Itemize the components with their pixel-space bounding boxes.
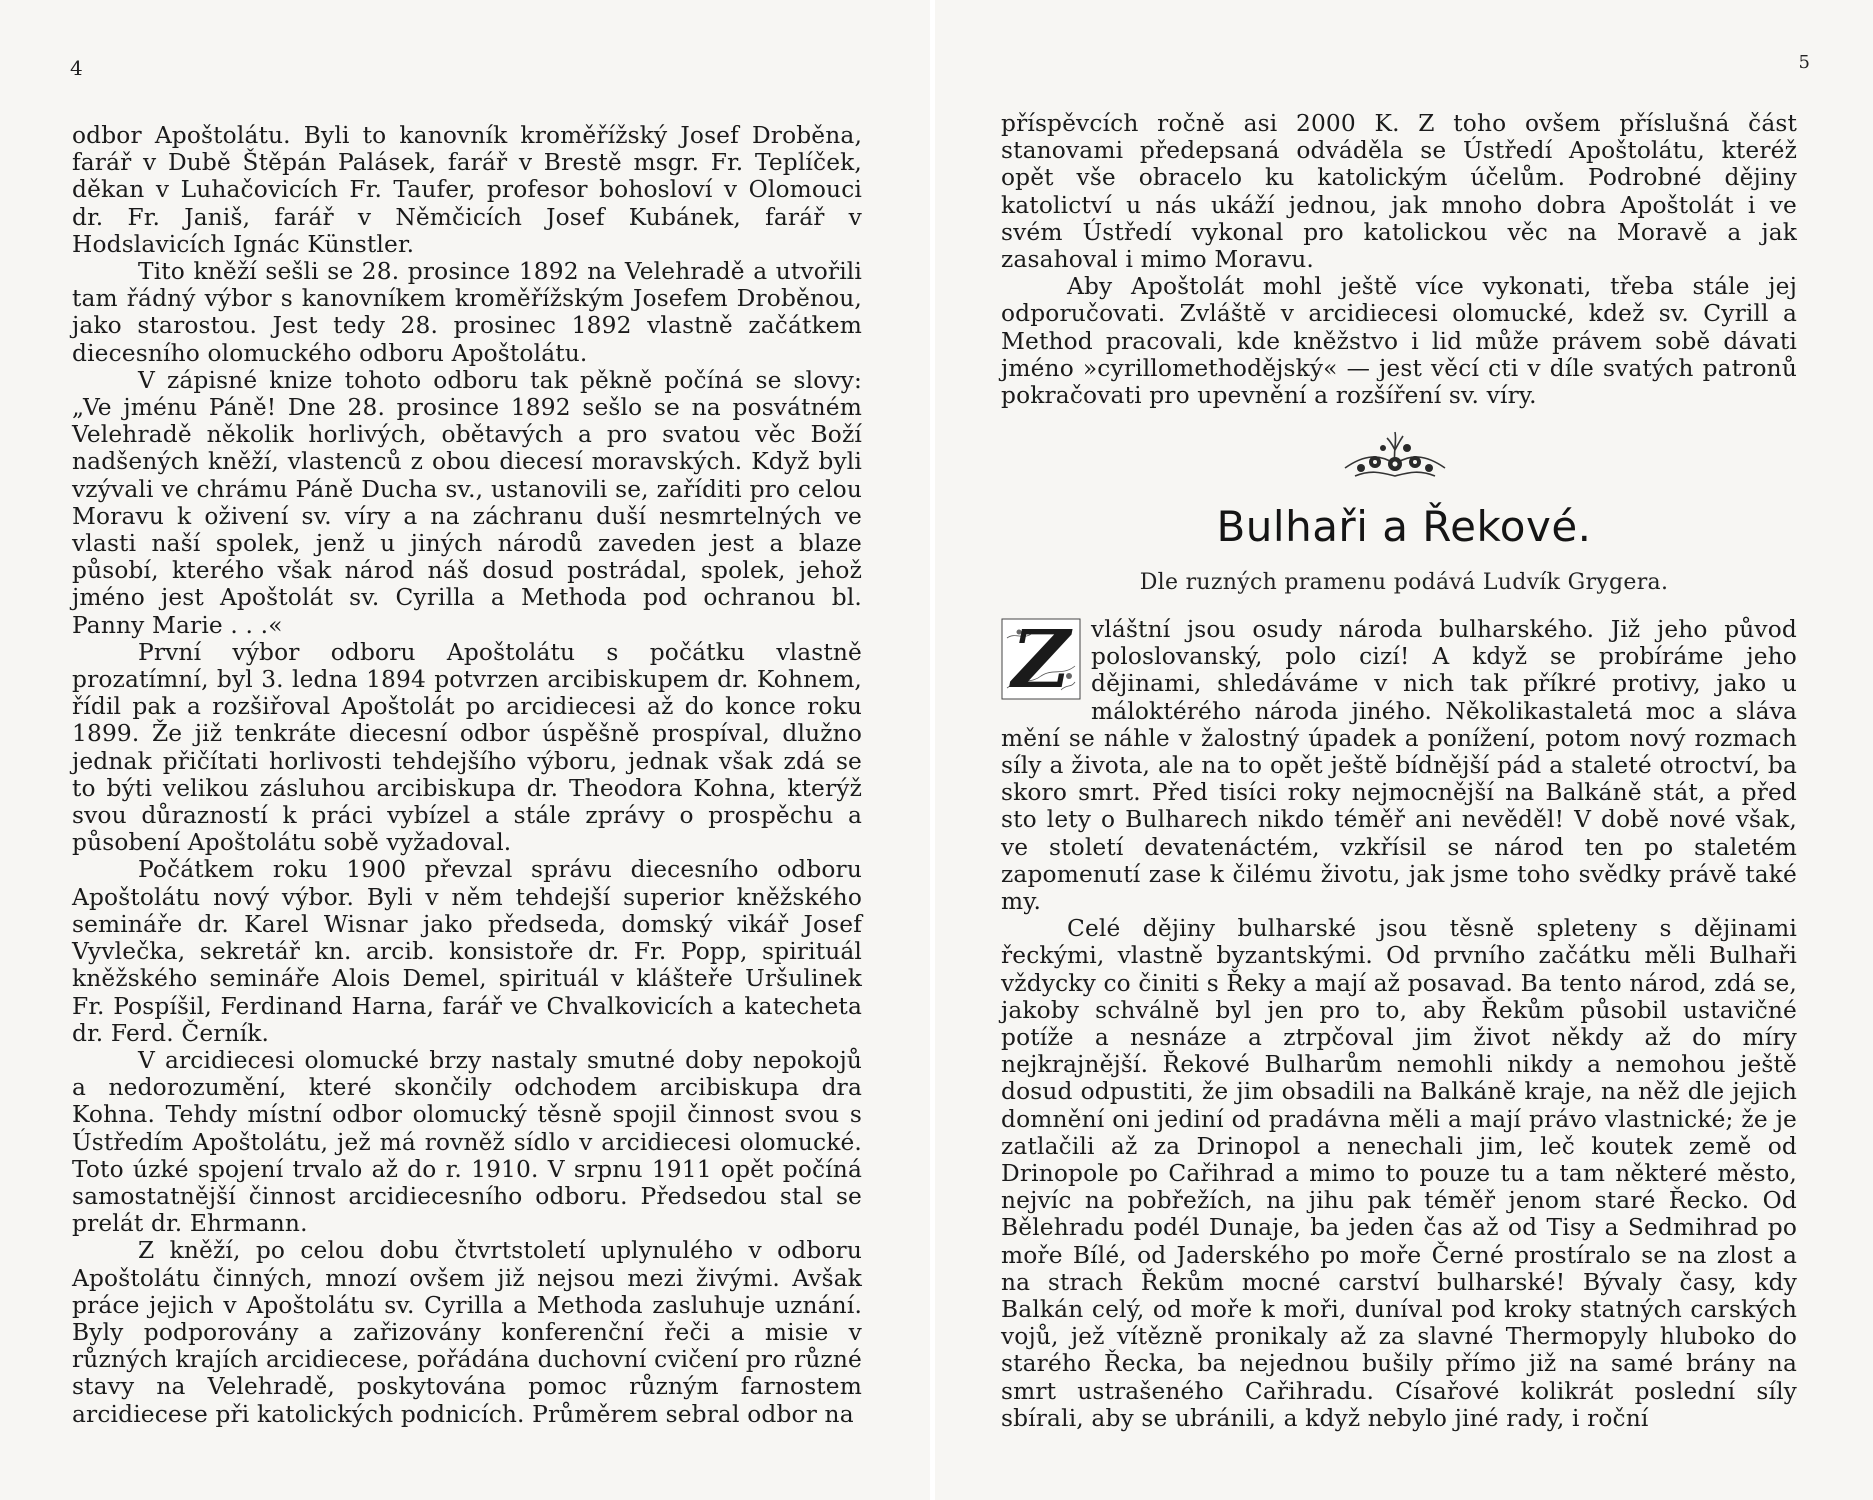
paragraph: V zápisné knize tohoto odboru tak pěkně počíná se slovy: „Ve jménu Páně! Dne 28. prosince 1892 sešlo se na posvátném Velehradě několik horlivých, obětavých a pro svatou věc Boží nadšených kněží, vlastenců z obou diecesí moravských. Když byli vzývali ve chrámu Páně Ducha sv., ustanovili se, zaříditi pro celou Moravu k oživení sv. víry a na záchranu duší nesmrtelných ve vlasti naší spolek, jenž u jiných národů zaveden jest a blaze působí, kterého však národ náš dosud postrádal, spolek, jehož jméno jest Apoštolát sv. Cyrilla a Methoda pod ochranou bl. Panny Marie . . .«	[72, 366, 862, 639]
paragraph: Počátkem roku 1900 převzal správu diecesního odboru Apoštolátu nový výbor. Byli v něm tehdejší superior kněžského semináře dr. Karel Wisnar jako předseda, domský vikář Josef Vyvlečka, sekretář kn. arcib. konsistoře dr. Fr. Popp, spirituál kněžského semináře Alois Demel, spirituál v klášteře Uršulinek Fr. Pospíšil, Ferdinand Harna, farář ve Chvalkovicích a katecheta dr. Ferd. Černík.	[72, 856, 862, 1047]
paragraph: příspěvcích ročně asi 2000 K. Z toho ovšem příslušná část stanovami předepsaná odváděla se Ústředí Apoštolátu, kteréž opět vše obracelo ku katolickým účelům. Podrobné dějiny katolictví u nás ukáží jednou, jak mnoho dobra Apoštolát i ve svém Ústředí vykonal pro katolickou věc na Moravě a jak zasahoval i mimo Moravu.	[1001, 110, 1797, 274]
page-number: 5	[1798, 52, 1810, 73]
left-text-column	[72, 122, 862, 1428]
paragraph-text: vláštní jsou osudy národa bulharského. Již jeho původ poloslovanský, polo cizí! A když se probíráme jeho dějinami, shledáváme v nich tak příkré protivy, jako u máloktérého národa jiného. Několikastaletá moc a sláva mění se náhle v žalostný úpadek a ponížení, potom nový rozmach síly a života, ale na to opět ještě bídnější pád a staleté otroctví, ba skoro smrt. Před tisíci roky nejmocnější na Balkáně stát, a před sto lety o Bulharech nikdo téměř ani nevěděl! V době nové však, ve století devatenáctém, vzkřísil se národ ten po staletém zapomenutí zase k čilému životu, jak jsme toho svědky právě také my.	[1001, 616, 1797, 916]
article-byline: Dle ruzných pramenu podává Ludvík Grygera.	[1139, 570, 1669, 595]
page-number: 4	[70, 56, 83, 80]
paragraph: odbor Apoštolátu. Byli to kanovník kroměřížský Josef Droběna, farář v Dubě Štěpán Palásek, farář v Brestě msgr. Fr. Teplíček, děkan v Luhačovicích Fr. Taufer, profesor bohosloví v Olomouci dr. Fr. Janiš, farář v Němčicích Josef Kubánek, farář v Hodslavicích Ignác Künstler.	[72, 122, 862, 258]
paragraph: Aby Apoštolát mohl ještě více vykonati, třeba stále jej odporučovati. Zvláště v arcidiecesi olomucké, kdež sv. Cyrill a Method pracovali, kde kněžstvo i lid může právem sobě dávati jméno »cyrillomethodějský« — jest věcí cti v díle svatých patronů pokračovati pro upevnění a rozšíření sv. víry.	[1001, 273, 1797, 410]
paragraph: V arcidiecesi olomucké brzy nastaly smutné doby nepokojů a nedorozumění, které skončily odchodem arcibiskupa dra Kohna. Tehdy místní odbor olomucký těsně spojil činnost svou s Ústředím Apoštolátu, jež má rovněž sídlo v arcidiecesi olomucké. Toto úzké spojení trvalo až do r. 1910. V srpnu 1911 opět počíná samostatnější činnost arcidiecesního odboru. Předsedou stal se prelát dr. Ehrmann.	[72, 1046, 862, 1238]
dropcap-letter: Z	[1011, 612, 1071, 706]
floral-ornament-icon	[1335, 424, 1455, 486]
paragraph: Tito kněží sešli se 28. prosince 1892 na Velehradě a utvořili tam řádný výbor s kanovníkem kroměřížským Josefem Droběnou, jako starostou. Jest tedy 28. prosinec 1892 vlastně začátkem diecesního olomuckého odboru Apoštolátu.	[72, 258, 862, 367]
paragraph	[1001, 612, 1797, 916]
paragraph: Z kněží, po celou dobu čtvrtstoletí uplynulého v odboru Apoštolátu činných, mnozí ovšem již nejsou mezi živými. Avšak práce jejich v Apoštolátu sv. Cyrilla a Methoda zasluhuje uznání. Byly podporovány a zařizovány konferenční řeči a misie v různých krajích arcidiecese, pořádána duchovní cvičení pro různé stavy na Velehradě, poskytována pomoc různým farnostem arcidiecese při katolických podnicích. Průměrem sebral odbor na	[72, 1237, 862, 1428]
paragraph: Celé dějiny bulharské jsou těsně spleteny s dějinami řeckými, vlastně byzantskými. Od prvního začátku měli Bulhaři vždycky co činiti s Řeky a mají až posavad. Ba tento národ, zdá se, jakoby schválně byl jen pro to, aby Řekům působil ustavičné potíže a nesnáze a ztrpčoval jim život někdy až do míry nejkrajnější. Řekové Bulharům nemohli nikdy a nemohou ještě dosud odpustiti, že jim obsadili na Balkáně kraje, na něž dle jejich domnění oni jediní od pradávna měli a mají právo vlastnické; že je zatlačili až za Drinopol a nenechali jim, leč koutek země od Drinopole po Cařihrad a mimo to pouze tu a tam některé město, nejvíc na pobřežích, na jihu pak téměř jenom staré Řecko. Od Bělehradu podél Dunaje, ba jeden čas až od Tisy a Sedmihrad po moře Bílé, od Jaderského po moře Černé prostíralo se na zlost a na strach Řekům mocné carství bulharské! Bývaly časy, kdy Balkán celý, od moře k moři, duníval pod kroky statných carských vojů, jež vítězně pronikaly až za slavné Thermopyly hluboko do starého Řecka, ba nejednou bušily přímo již na samé brány na smrt ustrašeného Cařihradu. Císařové kolikrát poslední síly sbírali, aby se ubránili, a když nebylo jiné rady, i roční	[1001, 915, 1797, 1432]
decorative-initial-icon	[1001, 612, 1081, 706]
right-top-column	[1001, 110, 1797, 409]
right-page	[935, 0, 1873, 1500]
paragraph: První výbor odboru Apoštolátu s počátku vlastně prozatímní, byl 3. ledna 1894 potvrzen arcibiskupem dr. Kohnem, řídil pak a rozšiřoval Apoštolát po arcidiecesi až do konce roku 1899. Že již tenkráte diecesní odbor úspěšně prospíval, dlužno jednak přičítati horlivosti tehdejšího výboru, jednak však zdá se to býti velikou zásluhou arcibiskupa dr. Theodora Kohna, kterýž svou důrazností k práci vybízel a stále zprávy o prospěchu a působení Apoštolátu sobě vyžadoval.	[72, 638, 862, 857]
right-body-column	[1001, 612, 1797, 1432]
left-page	[0, 0, 930, 1500]
article-title: Bulhaři a Řekové.	[1216, 502, 1592, 551]
